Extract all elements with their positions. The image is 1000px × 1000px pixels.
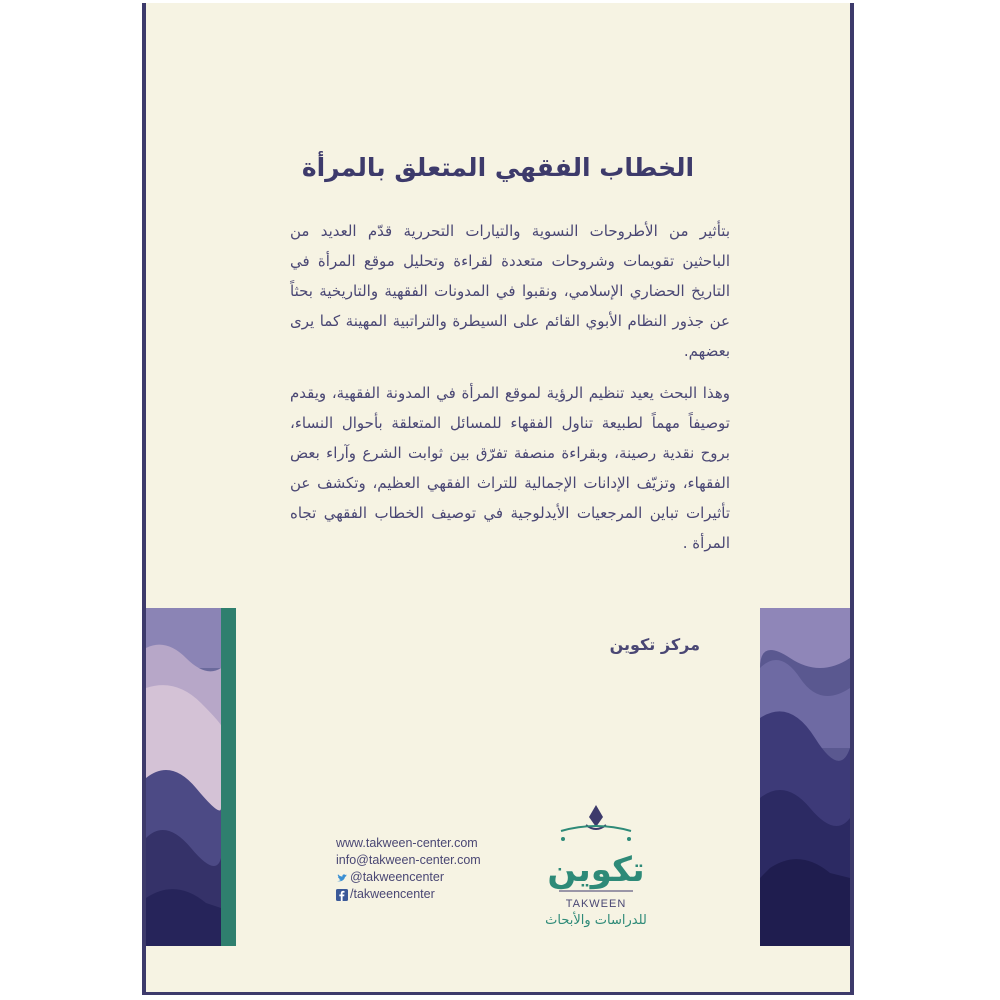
publisher-signature: مركز تكوين	[609, 635, 700, 654]
logo-arabic-subtitle: للدراسات والأبحاث	[545, 913, 647, 928]
left-landscape-art	[146, 608, 236, 946]
book-back-cover	[142, 3, 854, 995]
contact-info	[336, 835, 481, 903]
website-link[interactable]: www.takween-center.com	[336, 836, 478, 850]
twitter-line	[336, 869, 481, 886]
facebook-handle[interactable]: /takweencenter	[350, 887, 435, 901]
email-line	[336, 852, 481, 869]
website-line	[336, 835, 481, 852]
facebook-line	[336, 886, 481, 903]
logo-english-name: TAKWEEN	[565, 898, 627, 910]
twitter-handle[interactable]: @takweencenter	[350, 870, 444, 884]
twitter-icon	[336, 872, 348, 884]
blurb-paragraph-2: وهذا البحث يعيد تنظيم الرؤية لموقع المرأة في المدونة الفقهية، ويقدم توصيفاً مهماً لطبيعة تناول الفقهاء للمسائل المتعلقة بأحوال النساء، بروح نقدية رصينة، وبقراءة منصفة تفرّق بين ثوابت الشرع وآراء بعض الفقهاء، وتزيّف الإدانات الإجمالية للتراث الفقهي العظيم، وتكشف عن تأثيرات تباين المرجعيات الأيدلوجية في توصيف الخطاب الفقهي تجاه المرأة .	[290, 384, 730, 552]
blurb-paragraph-1: بتأثير من الأطروحات النسوية والتيارات التحررية قدّم العديد من الباحثين تقويمات وشروحات متعددة لقراءة وتحليل موقع المرأة في التاريخ الحضاري الإسلامي، ونقبوا في المدونات الفقهية والتاريخية بحثاً عن جذور النظام الأبوي القائم على السيطرة والتراتبية المهينة كما يرى بعضهم.	[290, 222, 730, 360]
facebook-icon	[336, 889, 348, 901]
book-title: الخطاب الفقهي المتعلق بالمرأة	[301, 153, 695, 182]
email-link[interactable]: info@takween-center.com	[336, 853, 481, 867]
logo-arabic-mark: تكوين	[547, 850, 645, 890]
right-landscape-art	[760, 608, 850, 946]
